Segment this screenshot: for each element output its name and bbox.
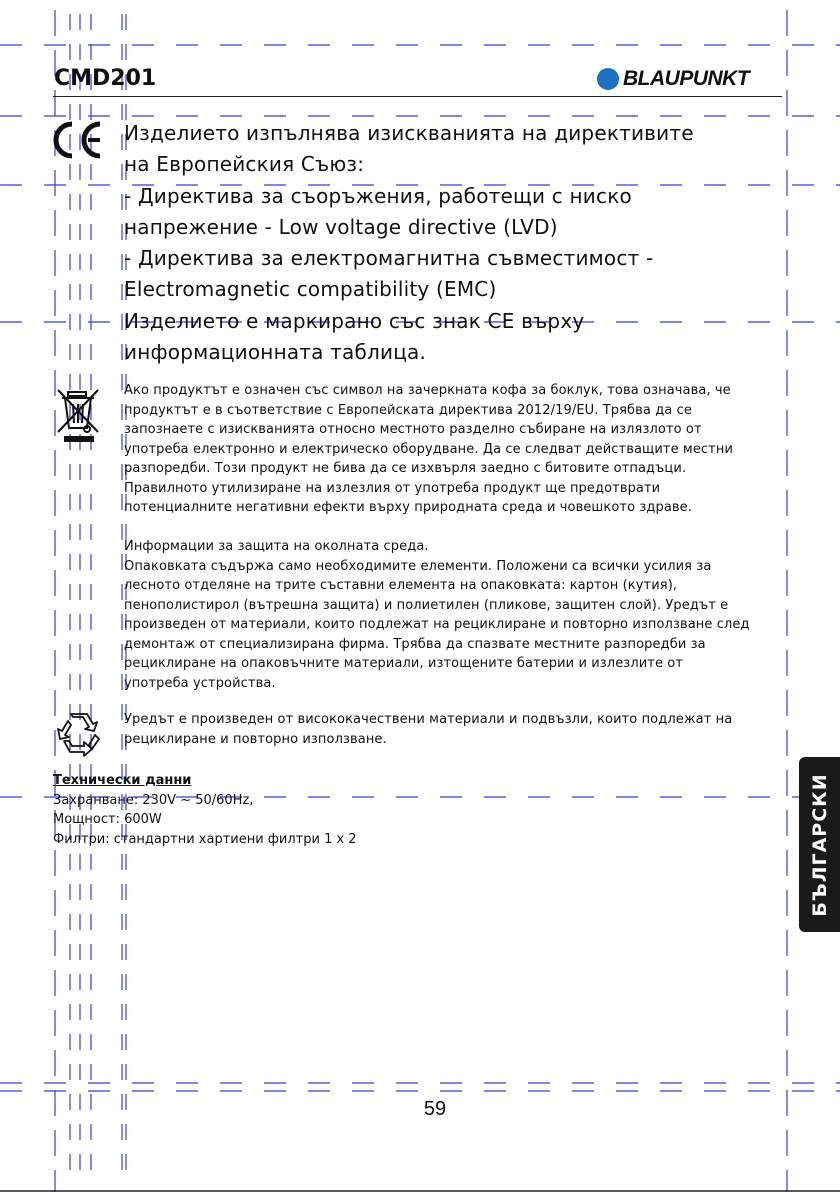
spec-line: Захранване: 230V ~ 50/60Hz, xyxy=(53,792,254,808)
ce-line: Изделието е маркирано със знак CE върху xyxy=(124,308,585,333)
text-line: лесното отделяне на трите съставни елемента на опаковката: картон (кутия), xyxy=(124,578,678,593)
recycle-icon xyxy=(54,711,102,757)
text-line: Ако продуктът е означен със символ на зачеркната кофа за боклук, това означава, че xyxy=(124,383,731,398)
crossed-bin-icon xyxy=(54,386,104,446)
model-number: CMD201 xyxy=(54,66,157,91)
ce-mark-icon xyxy=(52,120,106,160)
text-line: рециклиране на опаковъчните материали, изтощените батерии и излезлите от xyxy=(124,656,684,671)
ce-line: - Директива за електромагнитна съвместимост - xyxy=(124,246,654,271)
ce-line: - Директива за съоръжения, работещи с ниско xyxy=(124,183,632,208)
weee-disposal-text xyxy=(124,381,789,518)
ce-line: на Европейския Съюз: xyxy=(124,152,365,177)
text-line: Информации за защита на околната среда. xyxy=(124,539,429,554)
recycling-text xyxy=(124,710,789,749)
text-line: Уредът е произведен от висококачествени материали и подвъзли, които подлежат на xyxy=(124,712,733,727)
text-line: Опаковката съдържа само необходимите елементи. Положени са всички усилия за xyxy=(124,558,712,574)
text-line: продуктът е в съответствие с Европейската директива 2012/19/EU. Трябва да се xyxy=(124,402,692,418)
page-number: 59 xyxy=(423,1098,447,1120)
ce-line: Изделието изпълнява изискванията на директивите xyxy=(124,121,694,145)
text-line: Правилното утилизиране на излезлия от употреба продукт ще предотврати xyxy=(124,480,661,496)
brand-name: BLAUPUNKT xyxy=(623,67,750,90)
text-line: пенополистирол (вътрешна защита) и полиетилен (пликове, защитен слой). Уредът е xyxy=(124,597,729,613)
language-tab xyxy=(799,757,840,932)
technical-data-title: Технически данни xyxy=(53,773,192,788)
text-line: произведен от материали, които подлежат на рециклиране и повторно използване след xyxy=(124,617,750,632)
technical-data xyxy=(53,771,357,849)
text-line: разпоредби. Този продукт не бива да се изхвърля заедно с битовите отпадъци. xyxy=(124,461,687,476)
ce-line: информационната таблица. xyxy=(124,340,427,365)
logo-dot-icon xyxy=(597,68,619,90)
text-line: употреба електронно и електрическо оборудване. Да се следват действащите местни xyxy=(124,441,733,457)
spec-line: Филтри: стандартни хартиени филтри 1 x 2 xyxy=(53,831,357,847)
language-tab-label: БЪЛГАРСКИ xyxy=(808,772,831,917)
text-line: потенциалните негативни ефекти върху природната среда и човешкото здраве. xyxy=(124,500,693,515)
brand-logo xyxy=(597,66,749,92)
ce-conformity-text xyxy=(124,118,784,368)
text-line: употреба устройства. xyxy=(124,675,276,691)
ce-line: Electromagnetic compatibility (EMC) xyxy=(124,277,497,302)
text-line: запознаете с изискванията относно местното разделно събиране на излязлото от xyxy=(124,422,702,437)
header-divider xyxy=(53,96,782,97)
text-line: рециклиране и повторно използване. xyxy=(124,731,387,747)
spec-line: Мощност: 600W xyxy=(53,812,162,827)
ce-line: напрежение - Low voltage directive (LVD) xyxy=(124,214,558,239)
environment-protection-text xyxy=(124,537,789,693)
text-line: демонтаж от специализирана фирма. Трябва да спазвате местните разпоредби за xyxy=(124,636,706,652)
